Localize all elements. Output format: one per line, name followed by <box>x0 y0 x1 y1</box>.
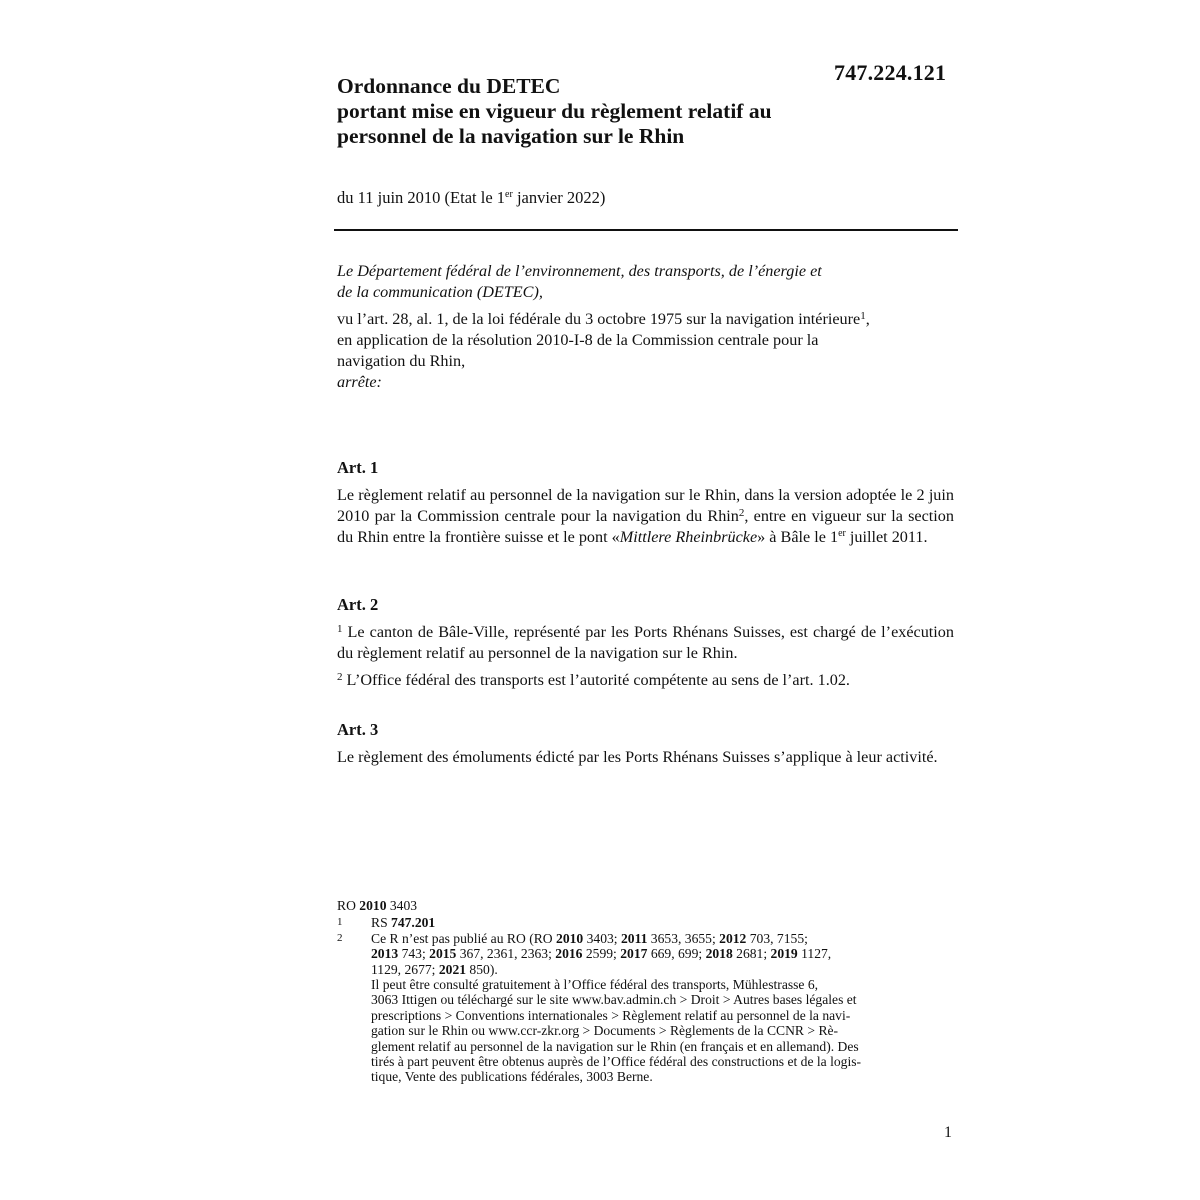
footnotes <box>337 898 957 1085</box>
date-suffix: janvier 2022) <box>512 188 606 207</box>
footnote-2 <box>337 931 957 1085</box>
fn-part: 1129, 2677; <box>371 961 439 977</box>
authority-line: de la communication (DETEC), <box>337 283 543 301</box>
article-1-text-part: , entre en vigueur sur la section du Rhin entre la frontière suisse et le pont « <box>337 507 954 546</box>
footnote-line: prescriptions > Conventions internationales > Règlement relatif au personnel de la navi- <box>371 1007 851 1023</box>
footnote-line <box>371 946 957 961</box>
date-prefix: du 11 juin 2010 (Etat le 1 <box>337 188 506 207</box>
fn-year: 2021 <box>438 961 467 977</box>
paragraph-text: Le canton de Bâle-Ville, représenté par les Ports Rhénans Suisses, est chargé de l’exécution du règlement relatif au personnel de la navigation sur le Rhin. <box>337 623 954 662</box>
fn-part: 1127, <box>797 946 832 962</box>
fn-part: 367, 2361, 2363; <box>456 946 556 962</box>
preamble <box>337 261 957 393</box>
fn-year: 2015 <box>429 946 457 962</box>
ordinal-superscript: er <box>838 528 846 539</box>
fn-year: 2011 <box>620 930 648 946</box>
header-divider <box>334 229 958 231</box>
title-line: Ordonnance du DETEC <box>337 74 561 98</box>
article-2-paragraph-1 <box>337 622 954 664</box>
footnote-1 <box>337 915 957 930</box>
ro-reference <box>337 898 957 913</box>
bridge-name: Mittlere Rheinbrücke <box>619 528 758 546</box>
footnote-line: glement relatif au personnel de la navigation sur le Rhin (en français et en allemand). Des <box>371 1038 859 1054</box>
footnote-number: 1 <box>337 916 343 929</box>
fn-part: 3653, 3655; <box>647 930 720 946</box>
footnote-ref-2[interactable]: 2 <box>738 507 745 519</box>
fn-part: 2599; <box>582 946 621 962</box>
footnote-line: Il peut être consulté gratuitement à l’Office fédéral des transports, Mühlestrasse 6, <box>371 977 819 993</box>
footnote-line <box>371 931 957 946</box>
decree-word: arrête: <box>337 373 382 391</box>
article-3-text: Le règlement des émoluments édicté par les Ports Rhénans Suisses s’applique à leur activité. <box>337 748 938 766</box>
footnote-sr: 747.201 <box>391 915 436 931</box>
authority-line: Le Département fédéral de l’environnement, des transports, de l’énergie et <box>337 262 822 280</box>
legal-basis-line <box>337 309 957 330</box>
fn-year: 2013 <box>371 946 399 962</box>
fn-part: 743; <box>398 946 430 962</box>
paragraph-number: 2 <box>337 671 343 683</box>
fn-year: 2017 <box>620 946 648 962</box>
sr-number: 747.224.121 <box>834 60 947 85</box>
fn-year: 2010 <box>556 930 584 946</box>
fn-part: Ce R n’est pas publié au RO (RO <box>371 930 557 946</box>
document-date <box>337 188 605 208</box>
footnote-line: gation sur le Rhin ou www.ccr-zkr.org > Documents > Règlements de la CCNR > Rè- <box>371 1023 839 1039</box>
footnote-text: RS <box>371 915 392 931</box>
article-1-text-part: » à Bâle le 1 <box>757 528 839 546</box>
footnote-line: tique, Vente des publications fédérales, 3003 Berne. <box>371 1069 653 1085</box>
footnote-ref-1[interactable]: 1 <box>860 310 866 322</box>
article-1-text-part: juillet 2011. <box>845 528 928 546</box>
fn-year: 2012 <box>719 930 747 946</box>
title-line: portant mise en vigueur du règlement relatif au <box>337 99 772 123</box>
article-2-heading: Art. 2 <box>337 595 379 614</box>
paragraph-text: L’Office fédéral des transports est l’autorité compétente au sens de l’art. 1.02. <box>342 671 850 689</box>
title-line: personnel de la navigation sur le Rhin <box>337 124 685 148</box>
ro-prefix: RO <box>337 898 360 913</box>
article-1-heading: Art. 1 <box>337 458 379 477</box>
legal-basis-punct: , <box>865 310 870 328</box>
ro-page: 3403 <box>386 898 418 913</box>
fn-year: 2018 <box>705 946 733 962</box>
legal-basis-text: vu l’art. 28, al. 1, de la loi fédérale du 3 octobre 1975 sur la navigation intérieure <box>337 310 861 328</box>
fn-part: 703, 7155; <box>746 930 808 946</box>
fn-part: 669, 699; <box>647 946 706 962</box>
article-1-text-part: Le règlement relatif au personnel de la navigation sur le Rhin, dans la version adoptée le 2 juin 2010 par la Commission centrale pour la navigation du Rhin <box>337 486 954 525</box>
legal-basis-line: en application de la résolution 2010-I-8 de la Commission centrale pour la <box>337 331 819 349</box>
footnote-line: tirés à part peuvent être obtenus auprès de l’Office fédéral des constructions et de la logis- <box>371 1054 862 1070</box>
footnote-number: 2 <box>337 931 343 944</box>
footnote-line <box>371 962 957 977</box>
fn-year: 2019 <box>770 946 798 962</box>
article-1-text <box>337 485 954 548</box>
fn-year: 2016 <box>555 946 583 962</box>
document-title <box>337 74 897 149</box>
article-2-paragraph-2 <box>337 670 954 691</box>
article-3-heading: Art. 3 <box>337 720 379 739</box>
paragraph-number: 1 <box>337 623 343 635</box>
page-number: 1 <box>944 1124 952 1141</box>
fn-part: 850). <box>466 961 498 977</box>
ro-year: 2010 <box>359 898 387 913</box>
fn-part: 3403; <box>583 930 621 946</box>
date-superscript: er <box>505 189 513 200</box>
legal-basis-line: navigation du Rhin, <box>337 352 466 370</box>
footnote-line: 3063 Ittigen ou téléchargé sur le site www.bav.admin.ch > Droit > Autres bases légales et <box>371 992 857 1008</box>
fn-part: 2681; <box>732 946 771 962</box>
